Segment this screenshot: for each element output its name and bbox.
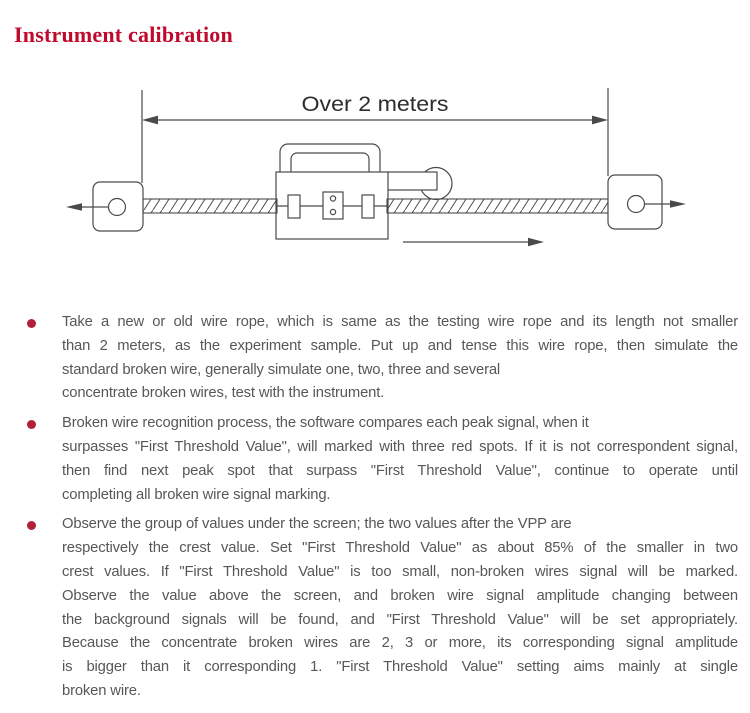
- bullet-item: [27, 412, 738, 507]
- sensor-block-right: [362, 195, 374, 218]
- text-line: surpasses "First Threshold Value", will marked with three red spots. If it is not correspondent signal,: [62, 438, 738, 455]
- bullet-paragraph: [62, 513, 738, 703]
- calibration-diagram: [0, 0, 750, 300]
- text-line: concentrate broken wires, test with the instrument.: [62, 385, 385, 402]
- text-line: Observe the group of values under the screen; the two values after the VPP are: [62, 516, 572, 533]
- dimension-arrowhead-right-icon: [592, 116, 608, 125]
- text-line: Because the concentrate broken wires are 2, 3 or more, its corresponding signal amplitude: [62, 635, 738, 652]
- anchor-pin-right-icon: [628, 196, 645, 213]
- sensor-block-left: [288, 195, 300, 218]
- bullet-dot-icon: [27, 521, 36, 530]
- text-line: broken wire.: [62, 682, 141, 699]
- text-line: crest values. If "First Threshold Value" is too small, non-broken wires signal will be marked.: [62, 563, 738, 580]
- bullet-paragraph: [62, 412, 738, 507]
- dimension-arrowhead-left-icon: [142, 116, 158, 125]
- text-line: than 2 meters, as the experiment sample. Put up and tense this wire rope, then simulate the: [62, 337, 738, 354]
- bullet-paragraph: [62, 311, 738, 406]
- bullet-list: [27, 311, 738, 710]
- page-title: Instrument calibration: [14, 22, 233, 47]
- sensor-plate-hole-bottom-icon: [330, 209, 335, 214]
- anchor-pin-left-icon: [109, 199, 126, 216]
- text-line: then find next peak spot that surpass "First Threshold Value", continue to operate until: [62, 462, 738, 479]
- text-line: respectively the crest value. Set "First Threshold Value" as about 85% of the smaller in two: [62, 540, 738, 557]
- text-line: standard broken wire, generally simulate one, two, three and several: [62, 361, 501, 378]
- text-line: Observe the value above the screen, and broken wire signal amplitude changing between: [62, 587, 738, 604]
- tension-arrow-left-icon: [66, 203, 82, 211]
- text-line: the background signals will be found, and "First Threshold Value" will be set appropriately.: [62, 611, 738, 628]
- instrument-side-bar: [387, 172, 437, 190]
- wire-rope-left: [143, 199, 277, 213]
- text-line: Broken wire recognition process, the software compares each peak signal, when it: [62, 415, 589, 432]
- text-line: Take a new or old wire rope, which is same as the testing wire rope and its length not smaller: [62, 314, 738, 330]
- dimension-label: Over 2 meters: [301, 93, 449, 116]
- bullet-dot-icon: [27, 420, 36, 429]
- movement-arrow-icon: [528, 238, 544, 246]
- bullet-item: [27, 513, 738, 703]
- tension-arrow-right-icon: [670, 200, 686, 208]
- bullet-item: [27, 311, 738, 406]
- text-line: is bigger than it corresponding 1. "First Threshold Value" setting aims mainly at single: [62, 659, 738, 676]
- sensor-plate-hole-top-icon: [330, 196, 335, 201]
- text-line: completing all broken wire signal marking.: [62, 486, 331, 503]
- bullet-dot-icon: [27, 319, 36, 328]
- wire-rope-right: [387, 199, 608, 213]
